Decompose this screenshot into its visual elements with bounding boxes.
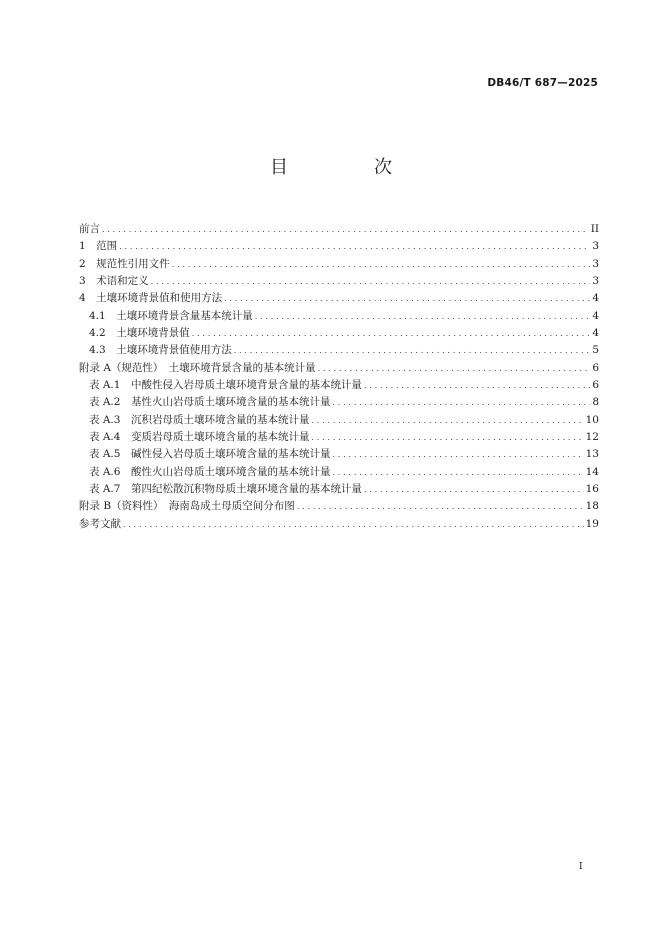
toc-entry[interactable] — [79, 446, 599, 463]
toc-leader-dots — [332, 446, 583, 463]
toc-entry-label: 4.2 土壤环境背景值 — [89, 326, 190, 339]
toc-entry-page: 3 — [592, 257, 599, 270]
toc-entry[interactable] — [79, 360, 599, 377]
toc-entry-page: 4 — [592, 292, 599, 305]
toc-leader-dots — [255, 308, 591, 325]
toc-entry-label: 表 A.3 沉积岩母质土壤环境含量的基本统计量 — [89, 413, 310, 426]
toc-entry-page: 16 — [585, 482, 599, 495]
toc-entry[interactable] — [79, 308, 599, 325]
toc-leader-dots — [297, 498, 584, 515]
toc-entry[interactable] — [79, 221, 599, 238]
table-of-contents — [79, 221, 599, 533]
toc-entry-page: 10 — [585, 413, 599, 426]
toc-leader-dots — [234, 342, 591, 359]
toc-leader-dots — [364, 481, 584, 498]
toc-entry[interactable] — [79, 481, 599, 498]
toc-entry-page: 4 — [592, 309, 599, 322]
toc-entry[interactable] — [79, 256, 599, 273]
toc-leader-dots — [311, 429, 583, 446]
toc-leader-dots — [151, 273, 591, 290]
toc-entry[interactable] — [79, 464, 599, 481]
document-code: DB46/T 687—2025 — [487, 77, 598, 89]
toc-entry-label: 表 A.5 碱性侵入岩母质土壤环境含量的基本统计量 — [89, 448, 331, 461]
toc-leader-dots — [224, 290, 590, 307]
toc-entry-label: 表 A.6 酸性火山岩母质土壤环境含量的基本统计量 — [89, 465, 331, 478]
toc-entry[interactable] — [79, 412, 599, 429]
toc-leader-dots — [364, 377, 590, 394]
toc-entry-label: 4.1 土壤环境背景含量基本统计量 — [89, 309, 253, 322]
toc-entry-label: 4.3 土壤环境背景值使用方法 — [89, 344, 232, 357]
toc-entry-label: 表 A.2 基性火山岩母质土壤环境含量的基本统计量 — [89, 396, 331, 409]
toc-entry-label: 表 A.4 变质岩母质土壤环境含量的基本统计量 — [89, 430, 310, 443]
toc-entry[interactable] — [79, 342, 599, 359]
toc-title: 目 次 — [270, 157, 426, 178]
toc-entry[interactable] — [79, 516, 599, 533]
toc-leader-dots — [332, 464, 583, 481]
toc-entry-label: 附录 A（规范性） 土壤环境背景含量的基本统计量 — [79, 361, 316, 374]
toc-entry[interactable] — [79, 498, 599, 515]
toc-entry[interactable] — [79, 377, 599, 394]
toc-entry-page: II — [590, 223, 599, 235]
toc-leader-dots — [102, 221, 589, 238]
toc-entry-page: 12 — [585, 430, 599, 443]
toc-entry-label: 前言 — [79, 223, 100, 235]
toc-entry-page: 6 — [592, 361, 599, 374]
toc-leader-dots — [192, 325, 591, 342]
toc-entry-page: 4 — [592, 326, 599, 339]
toc-entry-page: 6 — [592, 378, 599, 391]
toc-leader-dots — [119, 238, 590, 255]
toc-entry-label: 表 A.7 第四纪松散沉积物母质土壤环境含量的基本统计量 — [89, 482, 362, 495]
toc-entry-label: 1 范围 — [79, 240, 118, 253]
toc-entry-page: 3 — [592, 274, 599, 287]
toc-entry[interactable] — [79, 429, 599, 446]
toc-entry-page: 3 — [592, 240, 599, 253]
toc-entry-page: 8 — [592, 396, 599, 409]
toc-entry[interactable] — [79, 238, 599, 255]
toc-entry-page: 14 — [585, 465, 599, 478]
page-number: I — [579, 862, 583, 872]
toc-leader-dots — [318, 360, 591, 377]
toc-entry[interactable] — [79, 273, 599, 290]
toc-entry-label: 表 A.1 中酸性侵入岩母质土壤环境背景含量的基本统计量 — [89, 378, 362, 391]
toc-entry[interactable] — [79, 394, 599, 411]
toc-entry-page: 5 — [592, 344, 599, 357]
toc-entry[interactable] — [79, 325, 599, 342]
toc-leader-dots — [311, 412, 583, 429]
toc-entry-label: 参考文献 — [79, 517, 121, 530]
toc-entry-label: 2 规范性引用文件 — [79, 257, 170, 270]
toc-entry-page: 18 — [585, 500, 599, 513]
toc-entry-label: 3 术语和定义 — [79, 274, 149, 287]
toc-entry-label: 附录 B（资料性） 海南岛成土母质空间分布图 — [79, 500, 295, 513]
toc-entry-label: 4 土壤环境背景值和使用方法 — [79, 292, 223, 305]
toc-leader-dots — [172, 256, 591, 273]
toc-entry-page: 13 — [585, 448, 599, 461]
toc-entry-page: 19 — [585, 517, 599, 530]
toc-entry[interactable] — [79, 290, 599, 307]
toc-leader-dots — [332, 394, 590, 411]
toc-leader-dots — [123, 516, 584, 533]
